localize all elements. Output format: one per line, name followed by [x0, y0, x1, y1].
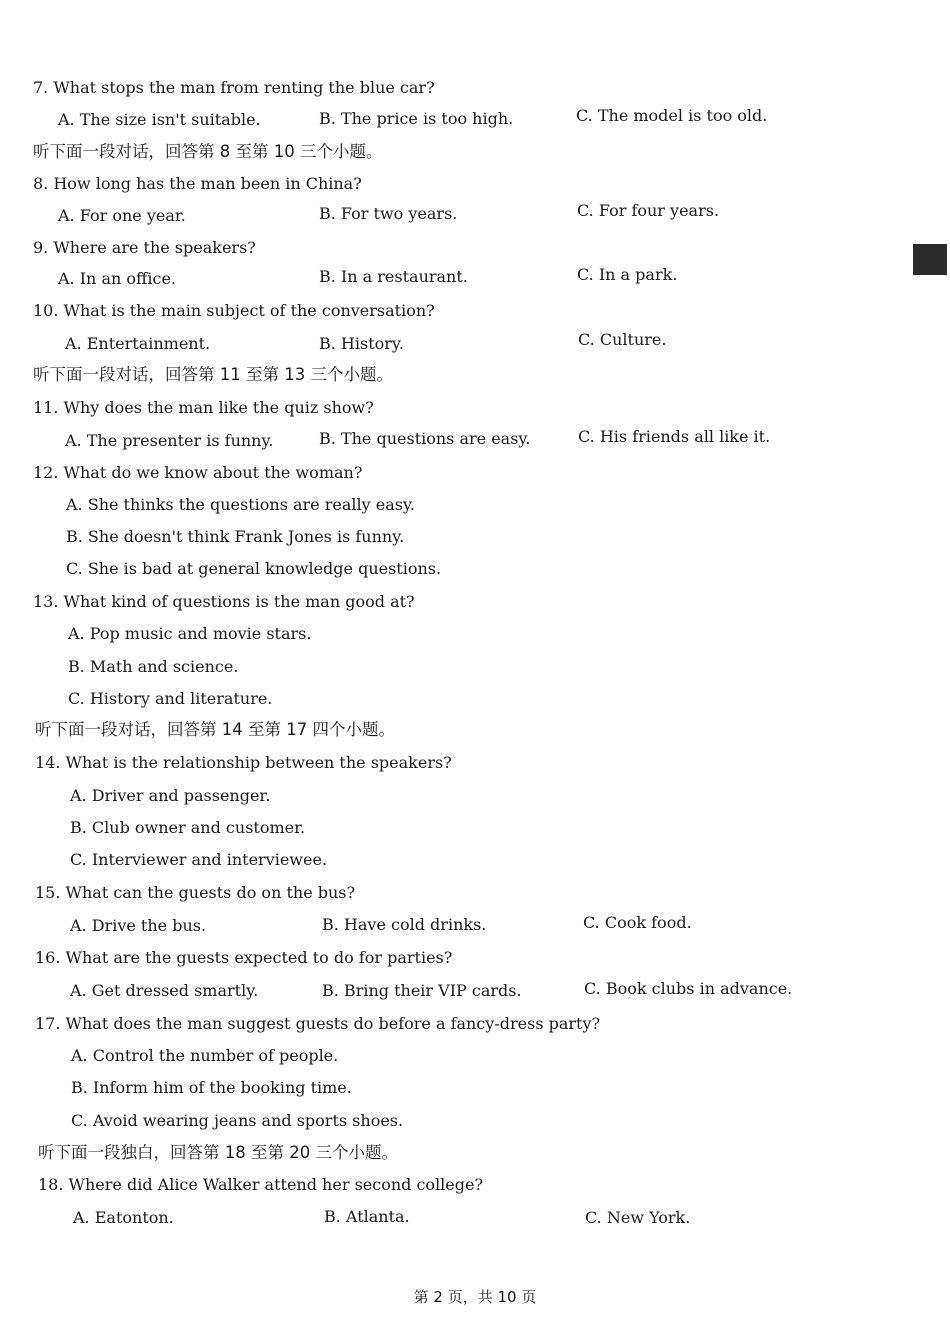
option-9c: C. In a park. [577, 265, 678, 284]
question-18: 18. Where did Alice Walker attend her second college? [38, 1175, 484, 1194]
option-10b: B. History. [319, 334, 404, 353]
option-8b: B. For two years. [319, 204, 458, 223]
option-17a: A. Control the number of people. [71, 1046, 339, 1065]
option-16c: C. Book clubs in advance. [584, 979, 793, 998]
option-7b: B. The price is too high. [319, 109, 514, 128]
option-16b: B. Bring their VIP cards. [322, 981, 522, 1000]
option-18c: C. New York. [585, 1208, 691, 1227]
question-9: 9. Where are the speakers? [33, 238, 256, 257]
option-10c: C. Culture. [578, 330, 667, 349]
option-14c: C. Interviewer and interviewee. [70, 850, 328, 869]
option-7c: C. The model is too old. [576, 106, 768, 125]
section-instruction-11-13: 听下面一段对话，回答第 11 至第 13 三个小题。 [33, 365, 393, 384]
option-15b: B. Have cold drinks. [322, 915, 487, 934]
section-instruction-14-17: 听下面一段对话，回答第 14 至第 17 四个小题。 [35, 720, 395, 739]
page-edge-marker [913, 244, 947, 275]
question-16: 16. What are the guests expected to do for parties? [35, 948, 453, 967]
option-9a: A. In an office. [58, 269, 176, 288]
option-11a: A. The presenter is funny. [65, 431, 274, 450]
option-15c: C. Cook food. [583, 913, 692, 932]
question-10: 10. What is the main subject of the conversation? [33, 301, 435, 320]
question-11: 11. Why does the man like the quiz show? [33, 398, 374, 417]
option-17b: B. Inform him of the booking time. [71, 1078, 352, 1097]
option-14b: B. Club owner and customer. [70, 818, 306, 837]
option-13a: A. Pop music and movie stars. [68, 624, 312, 643]
option-18b: B. Atlanta. [324, 1207, 410, 1226]
option-8a: A. For one year. [58, 206, 186, 225]
question-15: 15. What can the guests do on the bus? [35, 883, 356, 902]
page-footer: 第 2 页，共 10 页 [413, 1288, 537, 1306]
option-12a: A. She thinks the questions are really easy. [66, 495, 415, 514]
option-9b: B. In a restaurant. [319, 267, 468, 286]
option-13c: C. History and literature. [68, 689, 273, 708]
option-16a: A. Get dressed smartly. [70, 981, 259, 1000]
question-17: 17. What does the man suggest guests do before a fancy-dress party? [35, 1014, 601, 1033]
option-12b: B. She doesn't think Frank Jones is funny. [66, 527, 405, 546]
section-instruction-8-10: 听下面一段对话，回答第 8 至第 10 三个小题。 [33, 142, 383, 161]
question-8: 8. How long has the man been in China? [33, 174, 362, 193]
option-12c: C. She is bad at general knowledge questions. [66, 559, 442, 578]
option-10a: A. Entertainment. [65, 334, 211, 353]
option-11b: B. The questions are easy. [319, 429, 531, 448]
question-12: 12. What do we know about the woman? [33, 463, 363, 482]
question-7: 7. What stops the man from renting the blue car? [33, 78, 435, 97]
option-15a: A. Drive the bus. [70, 916, 207, 935]
option-11c: C. His friends all like it. [578, 427, 771, 446]
question-14: 14. What is the relationship between the speakers? [35, 753, 452, 772]
option-17c: C. Avoid wearing jeans and sports shoes. [71, 1111, 404, 1130]
section-instruction-18-20: 听下面一段独白，回答第 18 至第 20 三个小题。 [38, 1143, 398, 1162]
option-18a: A. Eatonton. [73, 1208, 174, 1227]
option-8c: C. For four years. [577, 201, 720, 220]
question-13: 13. What kind of questions is the man good at? [33, 592, 415, 611]
option-7a: A. The size isn't suitable. [58, 110, 261, 129]
option-13b: B. Math and science. [68, 657, 239, 676]
option-14a: A. Driver and passenger. [70, 786, 271, 805]
